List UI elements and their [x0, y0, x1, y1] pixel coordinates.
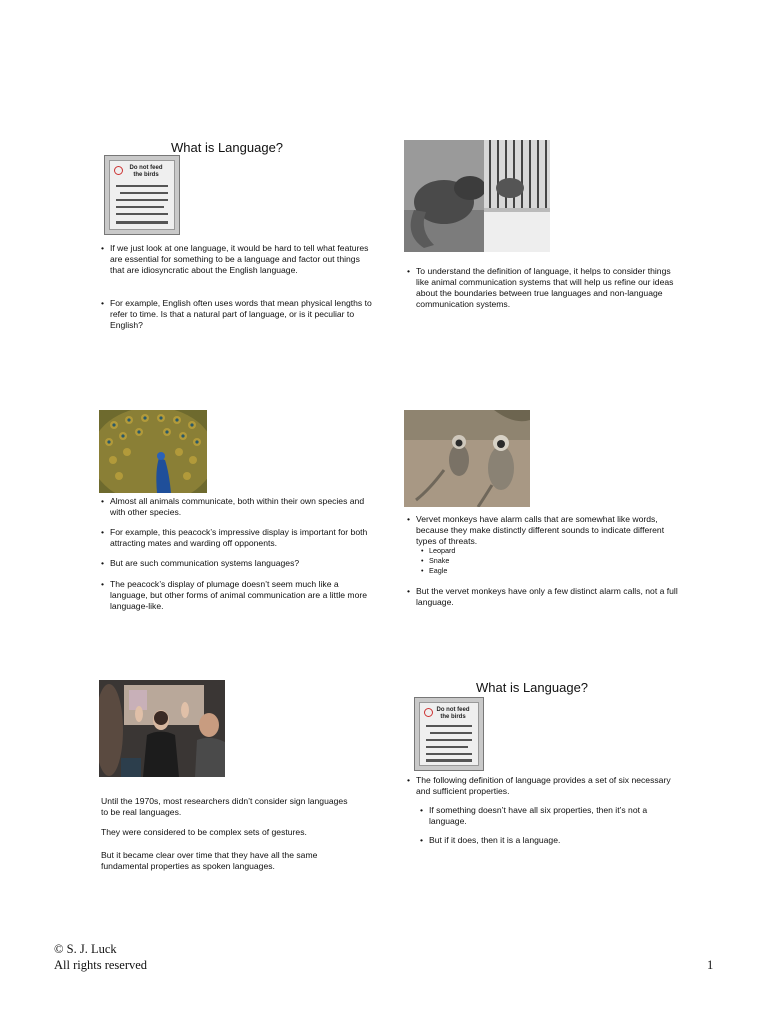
peacock-image: [99, 410, 207, 493]
vervet-monkeys-image: [404, 410, 530, 507]
slide4-bullet: • But the vervet monkeys have only a few distinct alarm calls, not a full language.: [405, 586, 678, 608]
slide6-title: What is Language?: [476, 680, 589, 695]
slide4-subbullet: • Snake: [420, 556, 529, 566]
slide1-bullet: • If we just look at one language, it would be hard to tell what features are essential for something to be a language and factor out things that are idiosyncratic about the English language.: [99, 243, 372, 276]
slide6-subbullet: • If something doesn’t have all six properties, then it’s not a language.: [418, 805, 679, 827]
sign-text-line2: the birds: [440, 714, 466, 720]
squirrel-cage-image: [404, 140, 550, 252]
slide6-subbullet: • But if it does, then it is a language.: [418, 835, 679, 846]
slide2-bullet: • To understand the definition of language, it helps to consider things like animal communication systems that will help us refine our ideas about the boundaries between true languages and non-language communication systems.: [405, 266, 681, 310]
sign-image: [104, 155, 180, 235]
slide3-bullet: • For example, this peacock’s impressive display is important for both attracting mates and warding off opponents.: [99, 527, 372, 549]
sign-text-line1: Do not feed: [129, 165, 163, 171]
footer-rights: All rights reserved: [54, 958, 148, 972]
page-number: 1: [707, 958, 714, 972]
footer-copyright: © S. J. Luck: [54, 942, 117, 956]
slide1-title: What is Language?: [171, 140, 284, 155]
sign-text-line2: the birds: [133, 172, 159, 178]
sign-text-line1: Do not feed: [436, 707, 470, 713]
slide5-paragraph: But it became clear over time that they have all the same fundamental properties as spoken languages.: [101, 850, 318, 871]
slide3-bullet: • But are such communication systems languages?: [99, 558, 372, 569]
sign-language-class-image: [99, 680, 225, 777]
slide6-bullet: • The following definition of language provides a set of six necessary and sufficient properties.: [405, 775, 678, 797]
slide4-bullet: • Vervet monkeys have alarm calls that are somewhat like words, because they make distinctly different sounds to indicate different types of threats.: [405, 514, 678, 547]
slide3-bullet: • Almost all animals communicate, both within their own species and with other species.: [99, 496, 372, 518]
slide5-paragraph: They were considered to be complex sets of gestures.: [101, 827, 307, 837]
slide4-subbullet: • Eagle: [420, 566, 529, 576]
slide5-paragraph: Until the 1970s, most researchers didn’t consider sign languages to be real languages.: [101, 796, 348, 817]
slide3-bullet: • The peacock’s display of plumage doesn’t seem much like a language, but other forms of animal communication are a little more language-like.: [99, 579, 372, 612]
slide1-bullet: • For example, English often uses words that mean physical lengths to refer to time. Is that a natural part of language, or is it peculiar to English?: [99, 298, 372, 331]
sign-image: [414, 697, 484, 771]
slide4-subbullet: • Leopard: [420, 546, 529, 556]
